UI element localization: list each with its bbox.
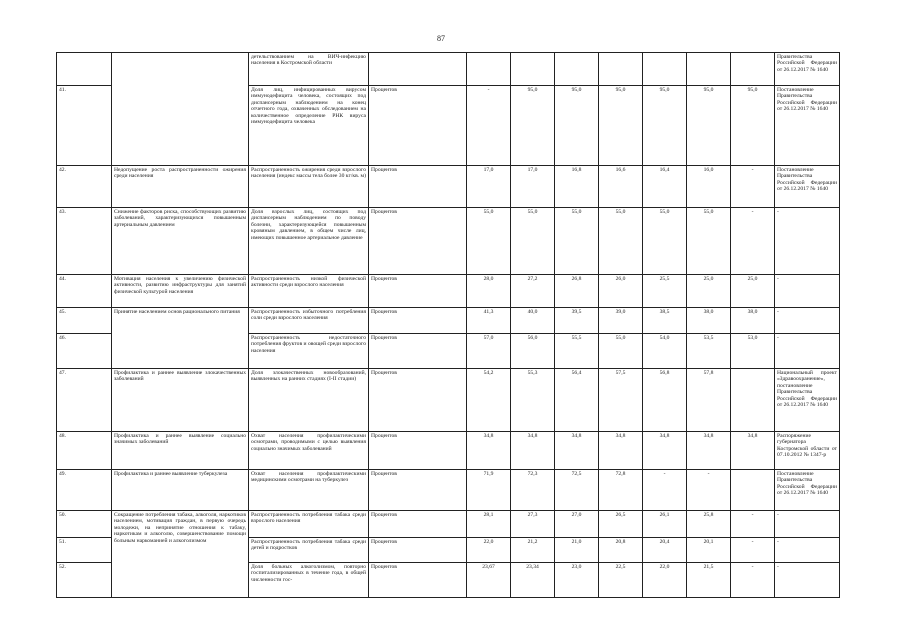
- row-number-cell: 47.: [57, 369, 112, 432]
- goal-cell: Недопущение роста распространенности ожирения среди населения: [112, 166, 249, 208]
- value-cell: 23,34: [511, 563, 555, 598]
- value-cell: 72,5: [555, 470, 599, 511]
- value-cell: 95,0: [511, 86, 555, 166]
- value-cell: [731, 470, 775, 511]
- goal-cell: Сокращение потребления табака, алкоголя, наркотиков населением, мотивация граждан, в первую очередь молодежи, на непринятие отношения к табаку, наркотикам и алкоголю, совершенствование помощи больным наркоманией и алкоголизмом: [112, 511, 249, 598]
- value-cell: 34,8: [599, 432, 643, 470]
- indicator-cell: детельствованием на ВИЧ-инфекцию населения в Костромской области: [249, 53, 369, 86]
- value-cell: 55,0: [511, 208, 555, 275]
- value-cell: 20,8: [599, 538, 643, 563]
- value-cell: 20,1: [687, 538, 731, 563]
- value-cell: 34,8: [555, 432, 599, 470]
- table-row: [57, 208, 840, 275]
- unit-cell: Процентов: [369, 563, 467, 598]
- value-cell: 39,0: [599, 308, 643, 334]
- basis-cell: -: [775, 538, 840, 563]
- table-row: [57, 53, 840, 86]
- row-number-cell: 48.: [57, 432, 112, 470]
- unit-cell: Процентов: [369, 275, 467, 308]
- row-number-cell: 46.: [57, 334, 112, 369]
- value-cell: 55,0: [599, 208, 643, 275]
- value-cell: -: [731, 208, 775, 275]
- row-number-cell: 52.: [57, 563, 112, 598]
- value-cell: -: [731, 563, 775, 598]
- value-cell: 26,1: [643, 511, 687, 538]
- basis-cell: Постановление Правительства Российской Федерации от 26.12.2017 № 1640: [775, 470, 840, 511]
- value-cell: 16,8: [555, 166, 599, 208]
- value-cell: [687, 53, 731, 86]
- value-cell: 95,0: [643, 86, 687, 166]
- value-cell: [731, 369, 775, 432]
- unit-cell: [369, 53, 467, 86]
- value-cell: 25,8: [687, 511, 731, 538]
- value-cell: 34,8: [467, 432, 511, 470]
- value-cell: 26,5: [599, 511, 643, 538]
- basis-cell: -: [775, 275, 840, 308]
- value-cell: 55,0: [599, 334, 643, 369]
- unit-cell: Процентов: [369, 432, 467, 470]
- table-row: [57, 432, 840, 470]
- value-cell: 56,0: [511, 334, 555, 369]
- value-cell: [599, 53, 643, 86]
- basis-cell: -: [775, 208, 840, 275]
- value-cell: 95,0: [555, 86, 599, 166]
- value-cell: 22,0: [643, 563, 687, 598]
- unit-cell: Процентов: [369, 470, 467, 511]
- goal-cell: Мотивация населения к увеличению физической активности, развитию инфраструктуры для занятий физической культурой населения: [112, 275, 249, 308]
- value-cell: 55,0: [643, 208, 687, 275]
- table-row: [57, 470, 840, 511]
- goal-cell: Профилактика и раннее выявление злокачественных заболеваний: [112, 369, 249, 432]
- value-cell: 26,0: [599, 275, 643, 308]
- value-cell: 26,8: [555, 275, 599, 308]
- indicator-cell: Распространенность недостаточного потребления фруктов и овощей среди взрослого населения: [249, 334, 369, 369]
- value-cell: 25,0: [731, 275, 775, 308]
- indicator-cell: Распространенность низкой физической активности среди взрослого населения: [249, 275, 369, 308]
- table-row: [57, 308, 840, 334]
- unit-cell: Процентов: [369, 86, 467, 166]
- indicator-cell: Доля лиц, инфицированных вирусом иммунодефицита человека, состоящих под диспансерным наблюдением на конец отчетного года, охваченных обследованием на количественное определение РНК вируса иммунодефицита человека: [249, 86, 369, 166]
- value-cell: 34,8: [687, 432, 731, 470]
- basis-cell: -: [775, 308, 840, 334]
- goal-cell: Снижение факторов риска, способствующих развитию заболеваний, характеризующихся повышенным артериальным давлением: [112, 208, 249, 275]
- value-cell: 38,0: [687, 308, 731, 334]
- value-cell: 71,9: [467, 470, 511, 511]
- value-cell: 53,0: [731, 334, 775, 369]
- row-number-cell: 45.: [57, 308, 112, 334]
- row-number-cell: 49.: [57, 470, 112, 511]
- row-number-cell: [57, 53, 112, 86]
- basis-cell: Национальный проект «Здравоохранение», постановление Правительства Российской Федерации от 26.12.2017 № 1640: [775, 369, 840, 432]
- table-row: [57, 369, 840, 432]
- row-number-cell: 50.: [57, 511, 112, 538]
- value-cell: 39,5: [555, 308, 599, 334]
- row-number-cell: 42.: [57, 166, 112, 208]
- value-cell: -: [643, 470, 687, 511]
- value-cell: 21,5: [687, 563, 731, 598]
- value-cell: 56,8: [643, 369, 687, 432]
- value-cell: 17,0: [511, 166, 555, 208]
- indicator-cell: Распространенность потребления табака среди детей и подростков: [249, 538, 369, 563]
- value-cell: 34,8: [731, 432, 775, 470]
- value-cell: 95,0: [731, 86, 775, 166]
- value-cell: 25,5: [643, 275, 687, 308]
- value-cell: [511, 53, 555, 86]
- value-cell: -: [731, 511, 775, 538]
- value-cell: 57,5: [599, 369, 643, 432]
- goal-cell: Профилактика и раннее выявление социально значимых заболеваний: [112, 432, 249, 470]
- value-cell: 27,0: [555, 511, 599, 538]
- value-cell: 54,0: [643, 334, 687, 369]
- value-cell: 23,67: [467, 563, 511, 598]
- value-cell: 27,2: [511, 275, 555, 308]
- indicator-cell: Доля взрослых лиц, состоящих под диспансерным наблюдением по поводу болезни, характеризующейся повышенным кровяным давлением, в общем числе лиц, имеющих повышенное артериальное давление: [249, 208, 369, 275]
- value-cell: 55,0: [467, 208, 511, 275]
- value-cell: 28,0: [467, 275, 511, 308]
- unit-cell: Процентов: [369, 511, 467, 538]
- indicator-cell: Охват населения профилактическими осмотрами, проводимыми с целью выявления социально значимых заболеваний: [249, 432, 369, 470]
- value-cell: 28,1: [467, 511, 511, 538]
- table-row: [57, 166, 840, 208]
- value-cell: 55,0: [555, 208, 599, 275]
- value-cell: 40,0: [511, 308, 555, 334]
- value-cell: -: [731, 166, 775, 208]
- basis-cell: Правительства Российской Федерации от 26.12.2017 № 1640: [775, 53, 840, 86]
- table-row: [57, 275, 840, 308]
- value-cell: 55,0: [687, 208, 731, 275]
- value-cell: -: [467, 86, 511, 166]
- indicator-cell: Распространенность ожирения среди взрослого населения (индекс массы тела более 30 кг/кв. м): [249, 166, 369, 208]
- value-cell: 55,3: [511, 369, 555, 432]
- page-number: 87: [437, 34, 445, 43]
- value-cell: [643, 53, 687, 86]
- basis-cell: -: [775, 334, 840, 369]
- table-row: [57, 511, 840, 538]
- value-cell: 34,8: [643, 432, 687, 470]
- value-cell: 23,0: [555, 563, 599, 598]
- value-cell: 27,3: [511, 511, 555, 538]
- row-number-cell: 43.: [57, 208, 112, 275]
- unit-cell: Процентов: [369, 166, 467, 208]
- unit-cell: Процентов: [369, 369, 467, 432]
- basis-cell: -: [775, 511, 840, 538]
- value-cell: [467, 53, 511, 86]
- indicator-cell: Доля злокачественных новообразований, выявленных на ранних стадиях (I-II стадии): [249, 369, 369, 432]
- unit-cell: Процентов: [369, 538, 467, 563]
- value-cell: 16,4: [643, 166, 687, 208]
- basis-cell: Постановление Правительства Российской Федерации от 26.12.2017 № 1640: [775, 86, 840, 166]
- value-cell: 72,8: [599, 470, 643, 511]
- indicator-table: [56, 52, 840, 598]
- indicator-cell: Распространенность избыточного потребления соли среди взрослого населения: [249, 308, 369, 334]
- value-cell: 95,0: [599, 86, 643, 166]
- basis-cell: Постановление Правительства Российской Федерации от 26.12.2017 № 1640: [775, 166, 840, 208]
- goal-cell: Профилактика и раннее выявление туберкулеза: [112, 470, 249, 511]
- row-number-cell: 41.: [57, 86, 112, 166]
- value-cell: 22,0: [467, 538, 511, 563]
- value-cell: 41,3: [467, 308, 511, 334]
- value-cell: 38,0: [731, 308, 775, 334]
- value-cell: 54,2: [467, 369, 511, 432]
- basis-cell: -: [775, 563, 840, 598]
- indicator-cell: Доля больных алкоголизмом, повторно госпитализированных в течение года, в общей численности гос-: [249, 563, 369, 598]
- value-cell: [731, 53, 775, 86]
- value-cell: 20,4: [643, 538, 687, 563]
- value-cell: 34,8: [511, 432, 555, 470]
- value-cell: 53,5: [687, 334, 731, 369]
- value-cell: -: [731, 538, 775, 563]
- value-cell: 57,8: [687, 369, 731, 432]
- value-cell: 21,2: [511, 538, 555, 563]
- value-cell: 16,6: [599, 166, 643, 208]
- value-cell: 57,0: [467, 334, 511, 369]
- unit-cell: Процентов: [369, 208, 467, 275]
- value-cell: 56,4: [555, 369, 599, 432]
- goal-cell: Принятие населением основ рационального питания: [112, 308, 249, 369]
- goal-cell: [112, 53, 249, 166]
- indicator-cell: Распространенность потребления табака среди взрослого населения: [249, 511, 369, 538]
- value-cell: -: [687, 470, 731, 511]
- value-cell: 25,0: [687, 275, 731, 308]
- unit-cell: Процентов: [369, 334, 467, 369]
- value-cell: 38,5: [643, 308, 687, 334]
- value-cell: [555, 53, 599, 86]
- value-cell: 22,5: [599, 563, 643, 598]
- value-cell: 21,0: [555, 538, 599, 563]
- value-cell: 17,0: [467, 166, 511, 208]
- basis-cell: Распоряжение губернатора Костромской области от 07.10.2012 № 1347-р: [775, 432, 840, 470]
- row-number-cell: 51.: [57, 538, 112, 563]
- value-cell: 16,0: [687, 166, 731, 208]
- indicator-cell: Охват населения профилактическими медицинскими осмотрами на туберкулез: [249, 470, 369, 511]
- value-cell: 95,0: [687, 86, 731, 166]
- unit-cell: Процентов: [369, 308, 467, 334]
- row-number-cell: 44.: [57, 275, 112, 308]
- value-cell: 55,5: [555, 334, 599, 369]
- value-cell: 72,3: [511, 470, 555, 511]
